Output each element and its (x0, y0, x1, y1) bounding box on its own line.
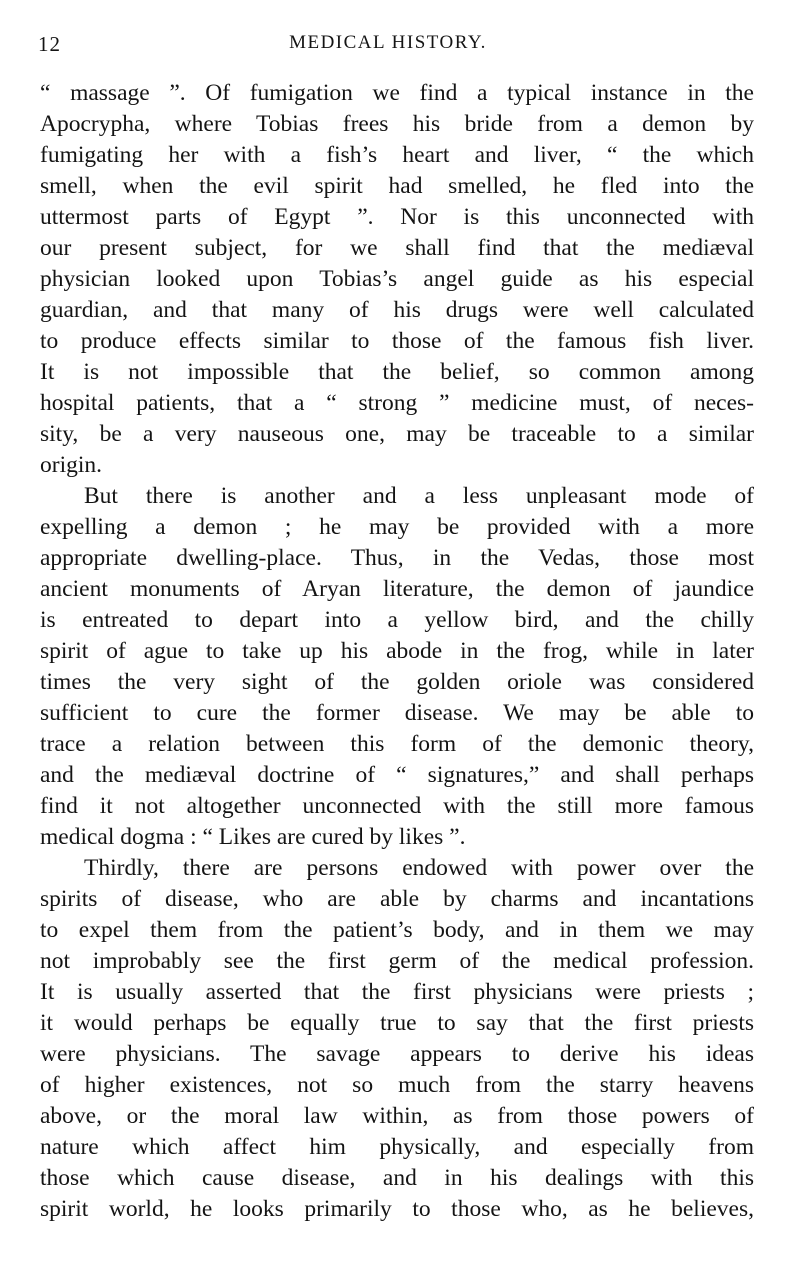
text-line: to produce effects similar to those of the famous fish liver. (40, 328, 754, 354)
page-number: 12 (38, 32, 61, 56)
text-line: to expel them from the patient’s body, and in them we may (40, 917, 754, 943)
text-line: it would perhaps be equally true to say that the first priests (40, 1010, 754, 1036)
text-line: and the mediæval doctrine of “ signatures,” and shall perhaps (40, 762, 754, 788)
text-line: medical dogma : “ Likes are cured by likes ”. (40, 824, 466, 850)
paragraph (40, 853, 754, 1225)
text-line: hospital patients, that a “ strong ” medicine must, of neces- (40, 390, 754, 416)
paragraph (40, 481, 754, 853)
text-line: It is not impossible that the belief, so common among (40, 359, 754, 385)
text-line: appropriate dwelling-place. Thus, in the Vedas, those most (40, 545, 754, 571)
text-line: It is usually asserted that the first physicians were priests ; (40, 979, 754, 1005)
text-line: those which cause disease, and in his dealings with this (40, 1165, 754, 1191)
paragraph (40, 78, 754, 481)
text-line: “ massage ”. Of fumigation we find a typical instance in the (40, 80, 754, 106)
text-line: spirit world, he looks primarily to those who, as he believes, (40, 1196, 754, 1222)
text-line: sufficient to cure the former disease. We may be able to (40, 700, 754, 726)
text-line: Apocrypha, where Tobias frees his bride from a demon by (40, 111, 754, 137)
text-line: our present subject, for we shall find that the mediæval (40, 235, 754, 261)
text-line: physician looked upon Tobias’s angel guide as his especial (40, 266, 754, 292)
text-line: above, or the moral law within, as from those powers of (40, 1103, 754, 1129)
text-line: expelling a demon ; he may be provided with a more (40, 514, 754, 540)
text-line: origin. (40, 452, 103, 478)
text-line: nature which affect him physically, and especially from (40, 1134, 754, 1160)
body-text (40, 78, 754, 1225)
text-line: smell, when the evil spirit had smelled, he fled into the (40, 173, 754, 199)
text-line: Thirdly, there are persons endowed with power over the (84, 855, 754, 881)
text-line: find it not altogether unconnected with the still more famous (40, 793, 754, 819)
text-line: trace a relation between this form of the demonic theory, (40, 731, 754, 757)
page-header (38, 30, 738, 60)
text-line: uttermost parts of Egypt ”. Nor is this unconnected with (40, 204, 754, 230)
text-line: spirits of disease, who are able by charms and incantations (40, 886, 754, 912)
text-line: But there is another and a less unpleasant mode of (84, 483, 754, 509)
text-line: ancient monuments of Aryan literature, the demon of jaundice (40, 576, 754, 602)
text-line: were physicians. The savage appears to derive his ideas (40, 1041, 754, 1067)
text-line: fumigating her with a fish’s heart and liver, “ the which (40, 142, 754, 168)
text-line: times the very sight of the golden oriole was considered (40, 669, 754, 695)
text-line: spirit of ague to take up his abode in the frog, while in later (40, 638, 754, 664)
text-line: guardian, and that many of his drugs were well calculated (40, 297, 754, 323)
text-line: is entreated to depart into a yellow bird, and the chilly (40, 607, 754, 633)
text-line: sity, be a very nauseous one, may be traceable to a similar (40, 421, 754, 447)
running-head: MEDICAL HISTORY. (289, 32, 487, 53)
text-line: not improbably see the first germ of the medical profession. (40, 948, 754, 974)
text-line: of higher existences, not so much from the starry heavens (40, 1072, 754, 1098)
